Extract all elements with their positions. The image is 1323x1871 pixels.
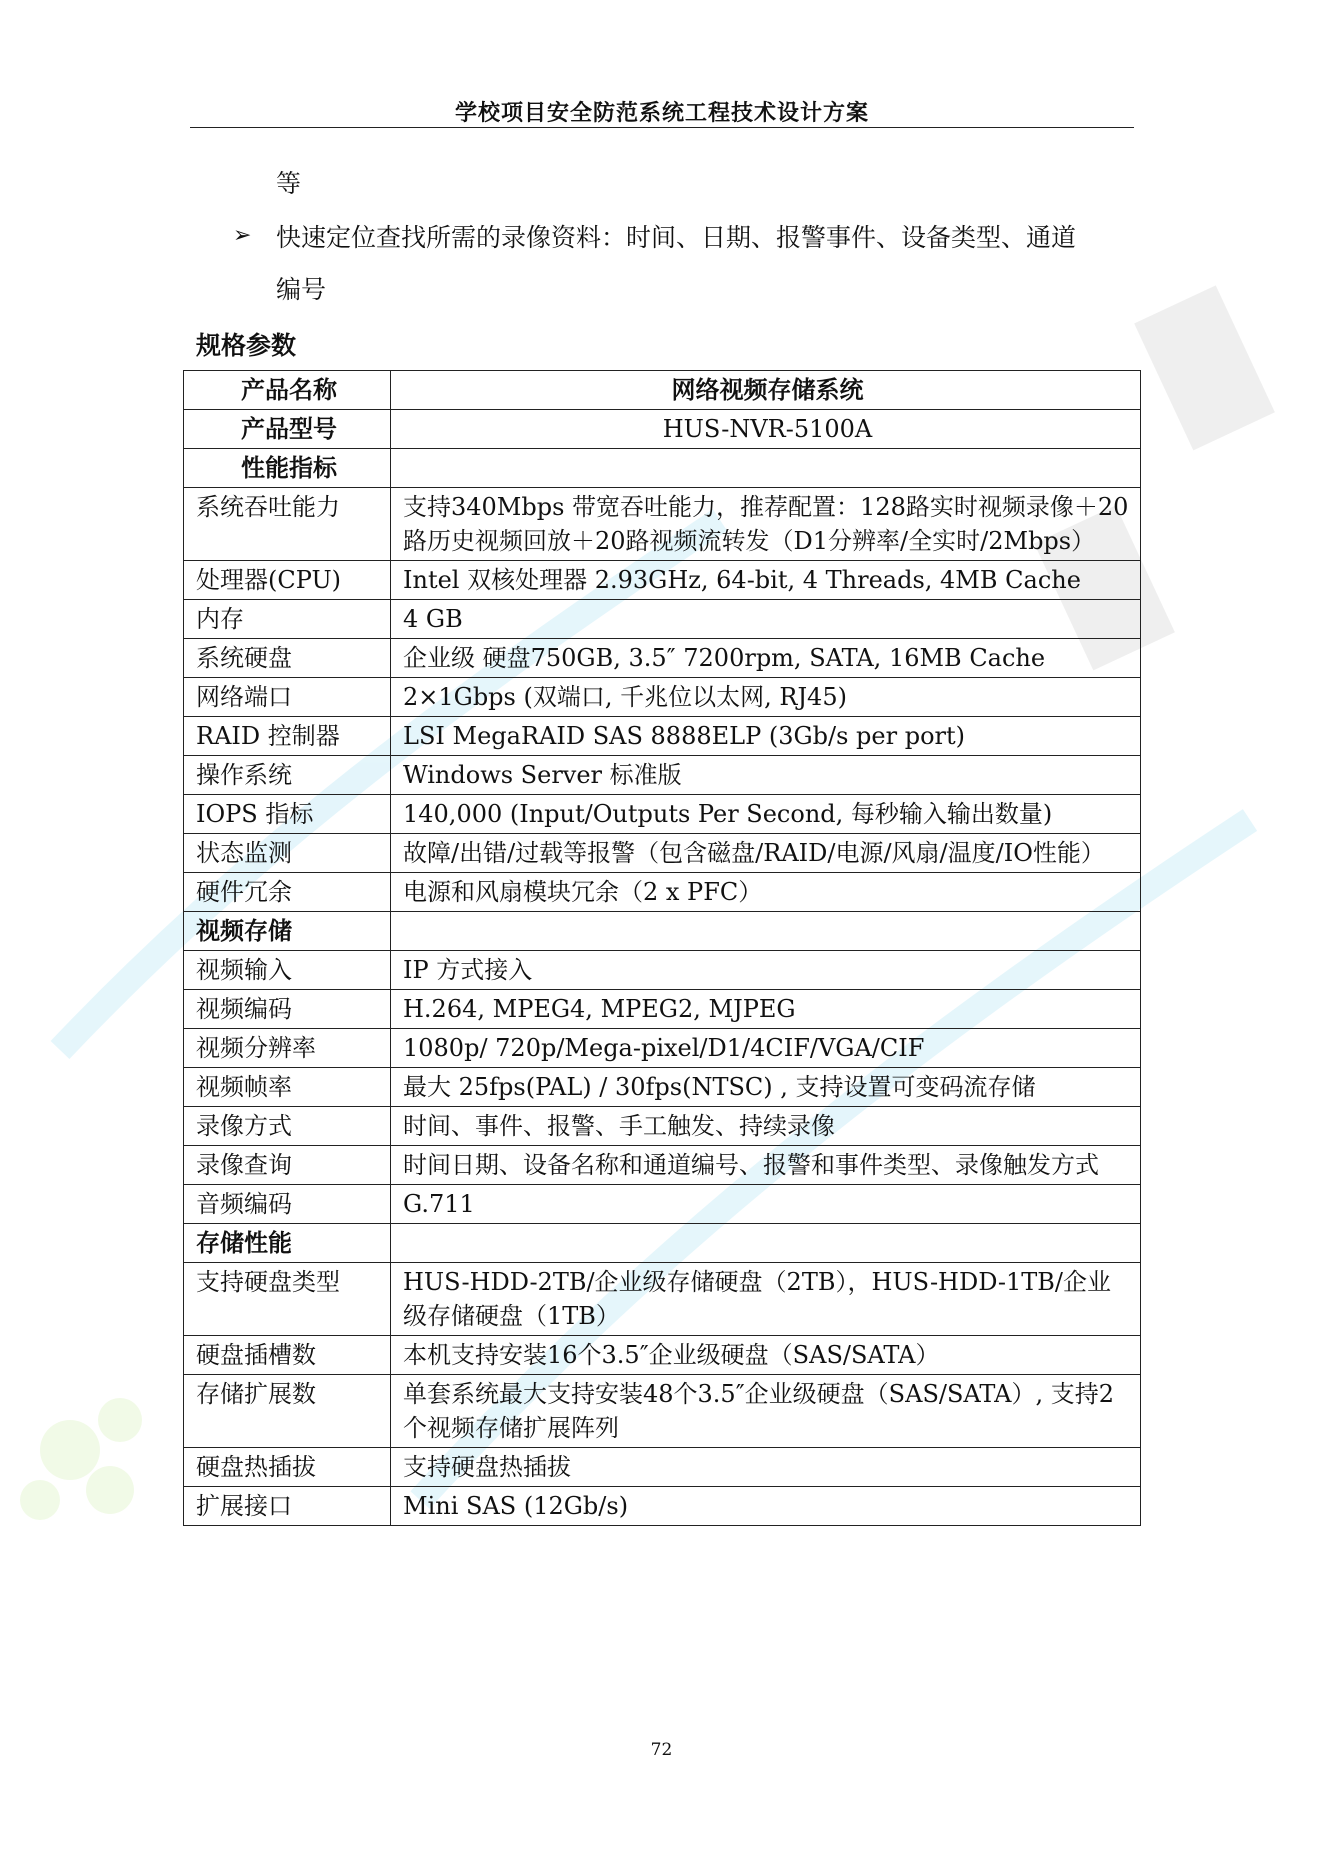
- cell-key: 存储扩展数: [184, 1375, 391, 1448]
- table-row: [184, 371, 1141, 410]
- table-row: [184, 1487, 1141, 1526]
- cell-value: 最大 25fps(PAL) / 30fps(NTSC) , 支持设置可变码流存储: [391, 1068, 1141, 1107]
- cell-key: IOPS 指标: [184, 795, 391, 834]
- cell-key: 处理器(CPU): [184, 561, 391, 600]
- table-row: [184, 1107, 1141, 1146]
- cell-key: 操作系统: [184, 756, 391, 795]
- table-row: [184, 1068, 1141, 1107]
- cell-value: 企业级 硬盘750GB, 3.5″ 7200rpm, SATA, 16MB Cache: [391, 639, 1141, 678]
- cell-value: 支持硬盘热插拔: [391, 1448, 1141, 1487]
- cell-value: 支持340Mbps 带宽吞吐能力，推荐配置：128路实时视频录像＋20路历史视频回放＋20路视频流转发（D1分辨率/全实时/2Mbps）: [391, 488, 1141, 561]
- cell-key: 扩展接口: [184, 1487, 391, 1526]
- paragraph-continuation: 等: [276, 169, 302, 198]
- bullet-item-line2: 编号: [276, 275, 327, 304]
- cell-value: 4 GB: [391, 600, 1141, 639]
- cell-value: H.264, MPEG4, MPEG2, MJPEG: [391, 990, 1141, 1029]
- cell-value: 故障/出错/过载等报警（包含磁盘/RAID/电源/风扇/温度/IO性能）: [391, 834, 1141, 873]
- cell-key: 音频编码: [184, 1185, 391, 1224]
- cell-value: IP 方式接入: [391, 951, 1141, 990]
- cell-key: 录像查询: [184, 1146, 391, 1185]
- cell-value: LSI MegaRAID SAS 8888ELP (3Gb/s per port): [391, 717, 1141, 756]
- bullet-arrow-icon: ➢: [233, 223, 252, 248]
- table-row: [184, 717, 1141, 756]
- section-heading-cell: 视频存储: [184, 912, 391, 951]
- table-row: [184, 1224, 1141, 1263]
- cell-key: 内存: [184, 600, 391, 639]
- cell-key: 产品型号: [184, 410, 391, 449]
- cell-key: 硬盘插槽数: [184, 1336, 391, 1375]
- cell-value: 2×1Gbps (双端口, 千兆位以太网, RJ45): [391, 678, 1141, 717]
- cell-key: 系统硬盘: [184, 639, 391, 678]
- table-row: [184, 834, 1141, 873]
- spec-table: [183, 370, 1141, 1526]
- bullet-item-line1: 快速定位查找所需的录像资料：时间、日期、报警事件、设备类型、通道: [276, 223, 1077, 252]
- cell-value: HUS-HDD-2TB/企业级存储硬盘（2TB），HUS-HDD-1TB/企业级存储硬盘（1TB）: [391, 1263, 1141, 1336]
- table-row: [184, 1185, 1141, 1224]
- table-row: [184, 449, 1141, 488]
- table-row: [184, 795, 1141, 834]
- cell-key: 系统吞吐能力: [184, 488, 391, 561]
- cell-empty: [391, 1224, 1141, 1263]
- cell-value: 1080p/ 720p/Mega-pixel/D1/4CIF/VGA/CIF: [391, 1029, 1141, 1068]
- table-row: [184, 990, 1141, 1029]
- cell-key: 视频帧率: [184, 1068, 391, 1107]
- cell-value: Intel 双核处理器 2.93GHz, 64-bit, 4 Threads, 4MB Cache: [391, 561, 1141, 600]
- table-row: [184, 410, 1141, 449]
- cell-key: RAID 控制器: [184, 717, 391, 756]
- section-title: 规格参数: [196, 331, 297, 360]
- table-row: [184, 1146, 1141, 1185]
- cell-key: 视频分辨率: [184, 1029, 391, 1068]
- cell-key: 硬盘热插拔: [184, 1448, 391, 1487]
- cell-value: 本机支持安装16个3.5″企业级硬盘（SAS/SATA）: [391, 1336, 1141, 1375]
- cell-key: 视频输入: [184, 951, 391, 990]
- page-number: 72: [650, 1740, 673, 1760]
- cell-key: 支持硬盘类型: [184, 1263, 391, 1336]
- cell-value: HUS-NVR-5100A: [391, 410, 1141, 449]
- cell-key: 产品名称: [184, 371, 391, 410]
- table-row: [184, 1029, 1141, 1068]
- section-heading-cell: 存储性能: [184, 1224, 391, 1263]
- cell-key: 录像方式: [184, 1107, 391, 1146]
- cell-value: G.711: [391, 1185, 1141, 1224]
- page-header-title: 学校项目安全防范系统工程技术设计方案: [454, 100, 869, 126]
- table-row: [184, 756, 1141, 795]
- table-row: [184, 912, 1141, 951]
- cell-value: 140,000 (Input/Outputs Per Second, 每秒输入输出数量): [391, 795, 1141, 834]
- cell-value: 时间日期、设备名称和通道编号、报警和事件类型、录像触发方式: [391, 1146, 1141, 1185]
- cell-key: 网络端口: [184, 678, 391, 717]
- table-row: [184, 873, 1141, 912]
- table-row: [184, 561, 1141, 600]
- table-row: [184, 488, 1141, 561]
- cell-key: 硬件冗余: [184, 873, 391, 912]
- table-row: [184, 1448, 1141, 1487]
- cell-value: 电源和风扇模块冗余（2 x PFC）: [391, 873, 1141, 912]
- cell-value: 时间、事件、报警、手工触发、持续录像: [391, 1107, 1141, 1146]
- section-heading-cell: 性能指标: [184, 449, 391, 488]
- table-row: [184, 1375, 1141, 1448]
- table-row: [184, 639, 1141, 678]
- table-row: [184, 600, 1141, 639]
- spec-table-body: [184, 371, 1141, 1526]
- cell-value: 网络视频存储系统: [391, 371, 1141, 410]
- cell-empty: [391, 912, 1141, 951]
- cell-empty: [391, 449, 1141, 488]
- cell-value: Mini SAS (12Gb/s): [391, 1487, 1141, 1526]
- cell-value: 单套系统最大支持安装48个3.5″企业级硬盘（SAS/SATA）, 支持2个视频存储扩展阵列: [391, 1375, 1141, 1448]
- table-row: [184, 1336, 1141, 1375]
- header-divider: [190, 127, 1134, 128]
- cell-key: 视频编码: [184, 990, 391, 1029]
- cell-key: 状态监测: [184, 834, 391, 873]
- table-row: [184, 951, 1141, 990]
- cell-value: Windows Server 标准版: [391, 756, 1141, 795]
- table-row: [184, 678, 1141, 717]
- table-row: [184, 1263, 1141, 1336]
